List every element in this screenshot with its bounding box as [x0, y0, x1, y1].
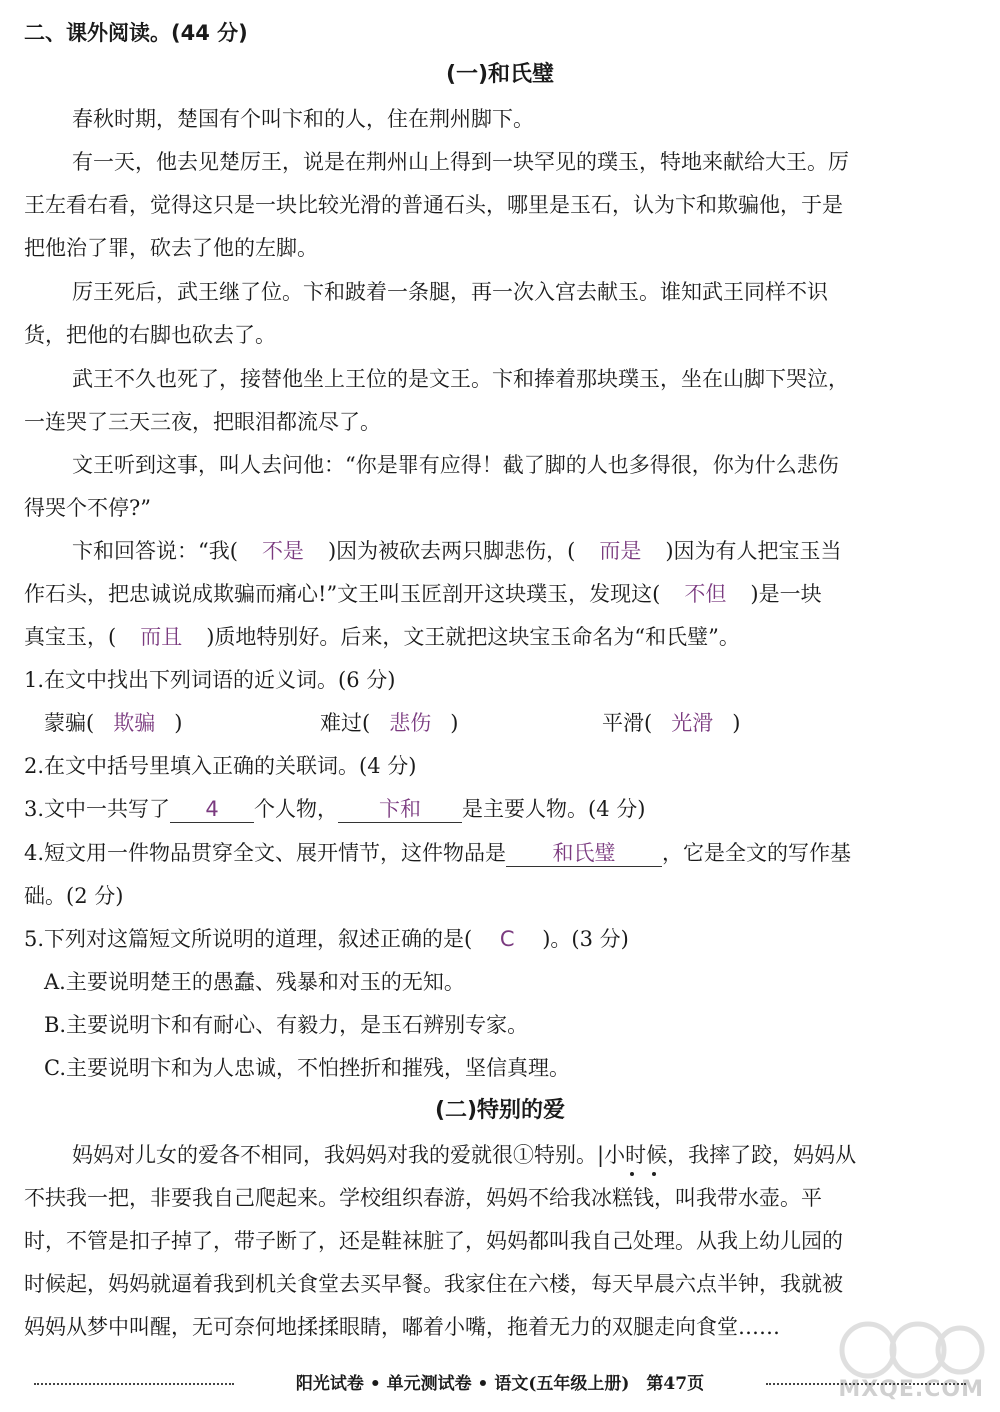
- question-4-cont: 础。(2 分): [24, 884, 124, 908]
- q3-text: 3.文中一共写了: [24, 797, 171, 821]
- answer-not: 不是: [261, 539, 304, 563]
- q5-text: 5.下列对这篇短文所说明的道理，叙述正确的是(: [24, 927, 473, 951]
- answer-but-also: 而且: [140, 625, 183, 649]
- q1-item-deceive: [44, 708, 182, 738]
- question-1: 1.在文中找出下列词语的近义词。(6 分): [24, 668, 396, 692]
- q5-answer: C: [499, 927, 515, 951]
- paragraph-line: 时候起，妈妈就逼着我到机关食堂去买早餐。我家住在六楼，每天早晨六点半钟，我就被: [24, 1272, 843, 1296]
- question-2: 2.在文中括号里填入正确的关联词。(4 分): [24, 754, 417, 778]
- q1-close: ): [732, 711, 741, 735]
- q1-close: ): [174, 711, 183, 735]
- text-segment: 卞和回答说：“我(: [72, 539, 238, 563]
- text-segment: )是一块: [750, 582, 822, 606]
- paragraph-line: 厉王死后，武王继了位。卞和跛着一条腿，再一次入宫去献玉。谁知武王同样不识: [72, 280, 828, 304]
- watermark-text: MXQE.COM: [838, 1377, 984, 1402]
- paragraph-line: 货，把他的右脚也砍去了。: [24, 323, 276, 347]
- fill-paragraph-line-1: [72, 536, 842, 566]
- paragraph-line: 妈妈对儿女的爱各不相同，我妈妈对我的爱就很①特别。|小时候，我摔了跤，妈妈从: [72, 1143, 857, 1167]
- answer-not-only: 不但: [684, 582, 727, 606]
- emphasis-dot: [630, 1172, 634, 1176]
- page-footer: 阳光试卷 • 单元测试卷 • 语文(五年级上册) 第47页: [295, 1374, 705, 1394]
- q3-answer-count: 4: [170, 796, 254, 823]
- paragraph-line: 文王听到这事，叫人去问他：“你是罪有应得！截了脚的人也多得很，你为什么悲伤: [72, 453, 839, 477]
- q4-text: ，它是全文的写作基: [662, 841, 852, 865]
- paragraph-line: 王左看右看，觉得这只是一块比较光滑的普通石头，哪里是玉石，认为卞和欺骗他，于是: [24, 193, 843, 217]
- question-3: [24, 794, 645, 824]
- question-4: [24, 838, 851, 868]
- text-segment: )因为被砍去两只脚悲伤，(: [327, 539, 576, 563]
- paragraph-line: 时，不管是扣子掉了，带子断了，还是鞋袜脏了，妈妈都叫我自己处理。从我上幼儿园的: [24, 1229, 843, 1253]
- part1-title: (一)和氏璧: [445, 62, 555, 87]
- q1-close: ): [450, 711, 459, 735]
- paragraph-line: 不扶我一把，非要我自己爬起来。学校组织春游，妈妈不给我冰糕钱，叫我带水壶。平: [24, 1186, 822, 1210]
- paragraph-line: 一连哭了三天三夜，把眼泪都流尽了。: [24, 410, 381, 434]
- q1-answer: 欺骗: [113, 711, 156, 735]
- q1-word: 平滑(: [602, 711, 653, 735]
- q5-text: )。(3 分): [542, 927, 629, 951]
- q3-text: 是主要人物。(4 分): [462, 797, 646, 821]
- paragraph-line: 有一天，他去见楚厉王，说是在荆州山上得到一块罕见的璞玉，特地来献给大王。厉: [72, 150, 849, 174]
- q1-word: 蒙骗(: [44, 711, 95, 735]
- q1-item-sad: [320, 708, 458, 738]
- answer-but: 而是: [599, 539, 642, 563]
- question-5: [24, 924, 629, 954]
- q3-text: 个人物，: [254, 797, 339, 821]
- fill-paragraph-line-2: [24, 579, 822, 609]
- option-c: C.主要说明卞和为人忠诚，不怕挫折和摧残，坚信真理。: [44, 1056, 570, 1080]
- paragraph-line: 春秋时期，楚国有个叫卞和的人，住在荆州脚下。: [72, 107, 534, 131]
- q1-item-smooth: [602, 708, 740, 738]
- paragraph-line: 把他治了罪，砍去了他的左脚。: [24, 236, 318, 260]
- text-segment: 真宝玉，(: [24, 625, 117, 649]
- fill-paragraph-line-3: [24, 622, 740, 652]
- paragraph-line: 得哭个不停?”: [24, 496, 151, 520]
- emphasis-dot: [652, 1172, 656, 1176]
- q4-answer: 和氏璧: [506, 840, 662, 867]
- q3-answer-main: 卞和: [338, 796, 462, 823]
- text-segment: )因为有人把宝玉当: [665, 539, 842, 563]
- q1-answer: 悲伤: [389, 711, 432, 735]
- part2-title: (二)特别的爱: [434, 1098, 566, 1123]
- option-a: A.主要说明楚王的愚蠢、残暴和对玉的无知。: [44, 970, 465, 994]
- section-header: 二、课外阅读。(44 分): [24, 21, 248, 45]
- paragraph-line: 妈妈从梦中叫醒，无可奈何地揉揉眼睛，嘟着小嘴，拖着无力的双腿走向食堂……: [24, 1315, 780, 1339]
- text-segment: 作石头，把忠诚说成欺骗而痛心!”文王叫玉匠剖开这块璞玉，发现这(: [24, 582, 661, 606]
- option-b: B.主要说明卞和有耐心、有毅力，是玉石辨别专家。: [44, 1013, 529, 1037]
- paragraph-line: 武王不久也死了，接替他坐上王位的是文王。卞和捧着那块璞玉，坐在山脚下哭泣，: [72, 367, 849, 391]
- q1-answer: 光滑: [671, 711, 714, 735]
- text-segment: )质地特别好。后来，文王就把这块宝玉命名为“和氏璧”。: [206, 625, 740, 649]
- q1-word: 难过(: [320, 711, 371, 735]
- q4-text: 4.短文用一件物品贯穿全文、展开情节，这件物品是: [24, 841, 507, 865]
